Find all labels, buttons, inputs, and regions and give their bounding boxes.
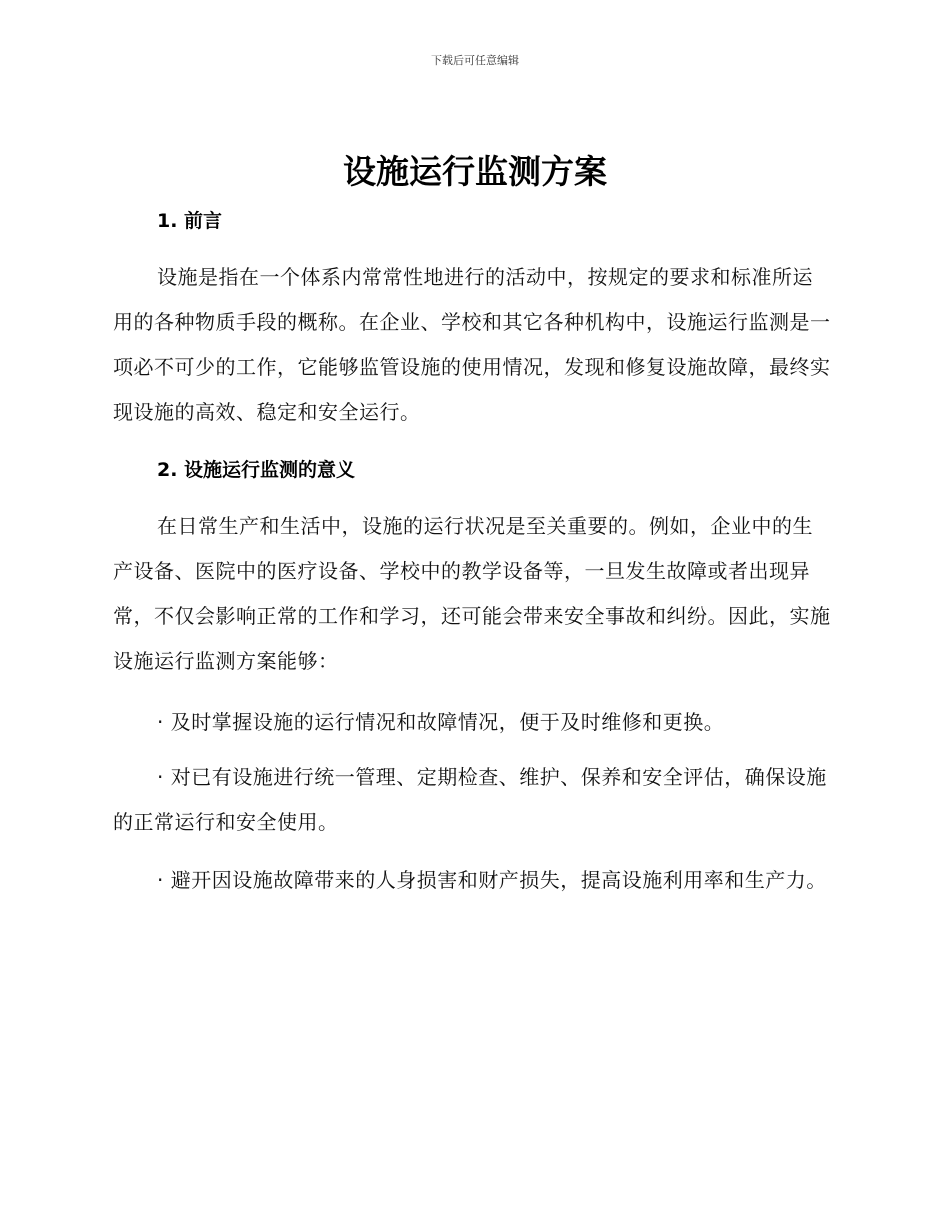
document-title: 设施运行监测方案: [343, 152, 607, 191]
bullet-item: · 避开因设施故障带来的人身损害和财产损失，提高设施利用率和生产力。: [157, 868, 827, 892]
section-heading-preface: 1. 前言: [157, 210, 223, 232]
header-note: 下载后可任意编辑: [431, 54, 519, 67]
bullet-item: · 对已有设施进行统一管理、定期检查、维护、保养和安全评估，确保设施的正常运行和安全使用。: [113, 765, 827, 834]
paragraph-significance: 在日常生产和生活中，设施的运行状况是至关重要的。例如，企业中的生产设备、医院中的医疗设备、学校中的教学设备等，一旦发生故障或者出现异常，不仅会影响正常的工作和学习，还可能会带来安全事故和纠纷。因此，实施设施运行监测方案能够：: [113, 514, 831, 673]
paragraph-preface: 设施是指在一个体系内常常性地进行的活动中，按规定的要求和标准所运用的各种物质手段的概称。在企业、学校和其它各种机构中，设施运行监测是一项必不可少的工作，它能够监管设施的使用情况，发现和修复设施故障，最终实现设施的高效、稳定和安全运行。: [113, 265, 831, 424]
bullet-item: · 及时掌握设施的运行情况和故障情况，便于及时维修和更换。: [157, 710, 725, 734]
section-heading-significance: 2. 设施运行监测的意义: [157, 459, 356, 481]
